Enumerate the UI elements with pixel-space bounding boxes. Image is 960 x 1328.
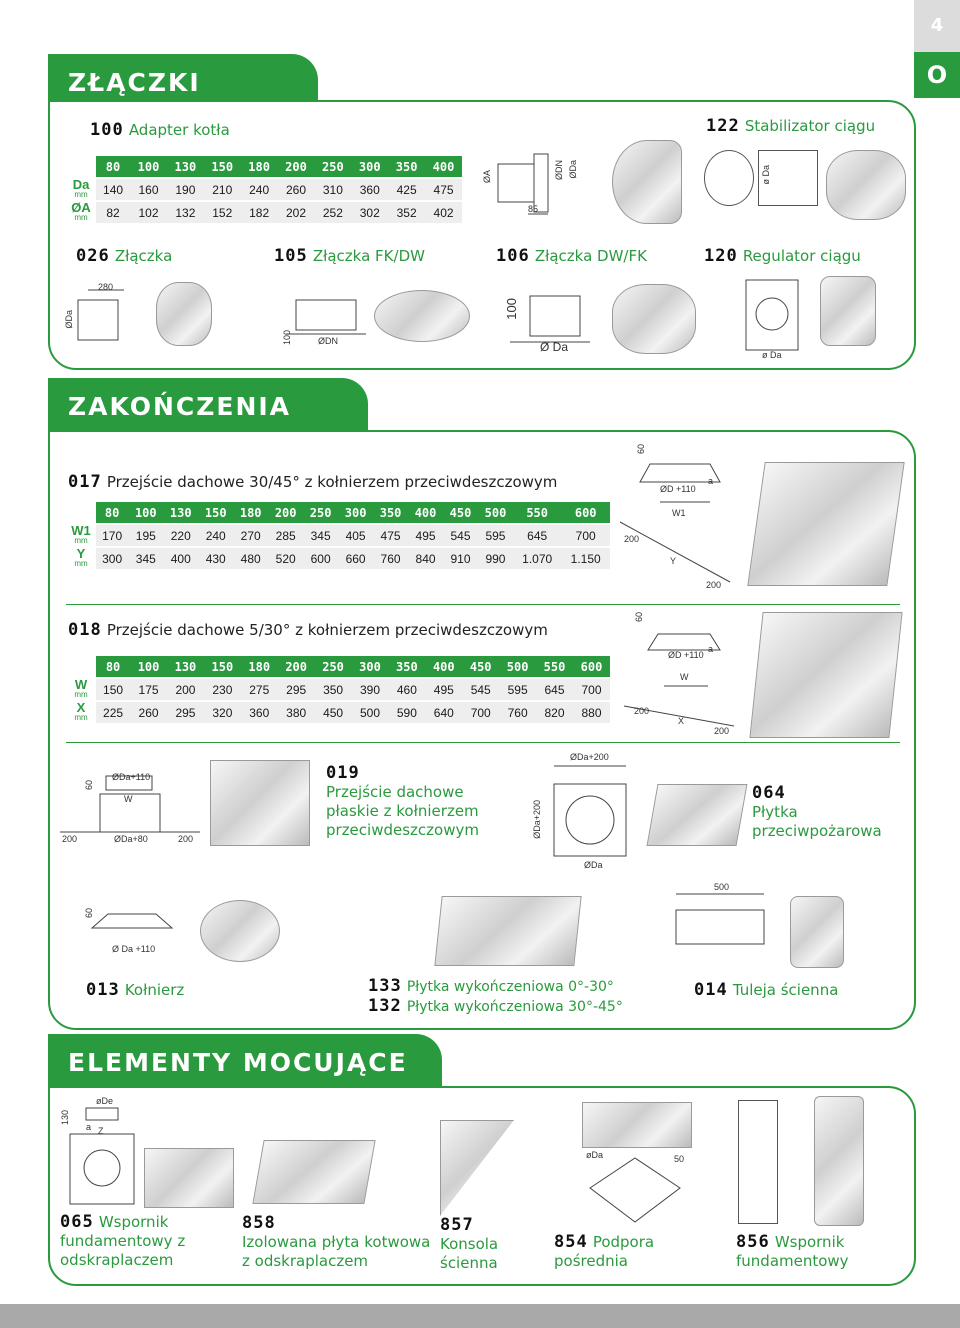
product-854: 854 Podpora pośrednia [554,1232,655,1270]
diagram-105: 100 ØDN [282,284,372,354]
diagram-019: 60 ØDa+110 W 200 ØDa+80 200 [62,772,194,844]
spec-table-100 [66,154,462,225]
product-856: 856 Wspornik fundamentowy [736,1232,849,1270]
spec-table-018 [66,654,610,725]
product-122: 122 Stabilizator ciągu [706,116,876,136]
diagram-854: øDa 50 [580,1148,690,1230]
diagram-018: 60 ØD +110 a W 200 X 200 [624,610,740,740]
table-header: Ø mm 80 100 130 150 180 200 250 300 350 400 [66,156,462,177]
diagram-100: ØA ØDN ØDa 85 [480,150,590,220]
product-105: 105 Złączka FK/DW [274,246,425,266]
diagram-122 [704,150,754,206]
product-image-858 [252,1140,375,1204]
table-header: Ø mm 80 100 130 150 180 200 250 300 350 400 450 500 550 600 [66,656,610,677]
product-image-105 [374,290,470,342]
divider [66,742,900,743]
product-image-856 [814,1096,864,1226]
diagram-065: øDe 130 a Z [58,1096,138,1206]
product-133: 133 Płytka wykończeniowa 0°-30° [368,976,614,996]
product-018: 018 Przejście dachowe 5/30° z kołnierzem przeciwdeszczowym [68,620,548,640]
product-017: 017 Przejście dachowe 30/45° z kołnierzem przeciwdeszczowym [68,472,558,492]
table-row: W mm 150 175 200 230 275 295 350 390 460 495 545 595 645 700 [66,679,610,700]
product-image-026 [156,282,212,346]
product-image-013 [200,900,280,962]
product-014: 014 Tuleja ścienna [694,980,839,1000]
diagram-856 [738,1100,778,1224]
table-row: X mm 225 260 295 320 360 380 450 500 590 640 700 760 820 880 [66,702,610,723]
table-row: Da mm 140 160 190 210 240 260 310 360 425 475 [66,179,462,200]
product-image-106 [612,284,696,354]
product-065: 065 Wspornik fundamentowy z odskraplaczem [60,1212,186,1269]
index-tab [914,52,960,98]
divider [66,604,900,605]
index-letter: O [926,61,948,89]
product-026: 026 Złączka [76,246,173,266]
diagram-017: 60 ØD +110 a W1 200 Y 200 [620,442,740,592]
product-106: 106 Złączka DW/FK [496,246,647,266]
page-number: 4 [930,15,944,36]
product-image-133 [434,896,581,966]
product-132: 132 Płytka wykończeniowa 30°-45° [368,996,623,1016]
table-header: Ø mm 80 100 130 150 180 200 250 300 350 400 450 500 550 600 [66,502,610,523]
product-image-100 [612,140,682,224]
product-image-854 [582,1102,692,1148]
diagram-013: 60 Ø Da +110 [82,894,182,958]
product-120: 120 Regulator ciągu [704,246,861,266]
footer-bar [0,1304,960,1328]
product-image-122 [826,150,906,220]
table-row: ØA mm 82 102 132 152 182 202 252 302 352 402 [66,202,462,223]
diagram-026: 280 ØDa [62,280,142,360]
diagram-064: ØDa+200 ØDa+200 ØDa [530,750,640,874]
diagram-014: 500 [666,880,776,964]
product-image-065 [144,1148,234,1208]
diagram-122-side: ø Da [758,150,818,206]
diagram-120: ø Da [742,276,802,360]
table-row: Y mm 300 345 400 430 480 520 600 660 760 840 910 990 1.070 1.150 [66,548,610,569]
spec-table-017 [66,500,610,571]
product-image-120 [820,276,876,346]
product-857: 857 Konsola ścienna [440,1215,499,1272]
section-heading-zakonczenia: ZAKOŃCZENIA [48,378,368,436]
product-image-064 [647,784,748,846]
product-064: 064 Płytka przeciwpożarowa [752,783,882,840]
product-019: 019 Przejście dachowe płaskie z kołnierzem przeciwdeszczowym [326,763,479,839]
table-row: W1 mm 170 195 220 240 270 285 345 405 475 495 545 595 645 700 [66,525,610,546]
product-013: 013 Kołnierz [86,980,185,1000]
product-858: 858 Izolowana płyta kotwowa z odskraplaczem [242,1213,431,1270]
diagram-106: 100 Ø Da [500,282,600,356]
product-image-018 [749,612,902,738]
product-code: 100 [90,120,124,140]
page-number-tab [914,0,960,52]
section-heading-zlaczki: ZŁĄCZKI [48,54,318,108]
section-heading-elementy: ELEMENTY MOCUJĄCE [48,1034,442,1092]
product-title: Adapter kotła [128,121,230,139]
product-image-017 [747,462,904,586]
product-image-014 [790,896,844,968]
product-image-019 [210,760,310,846]
product-100 [90,120,230,140]
